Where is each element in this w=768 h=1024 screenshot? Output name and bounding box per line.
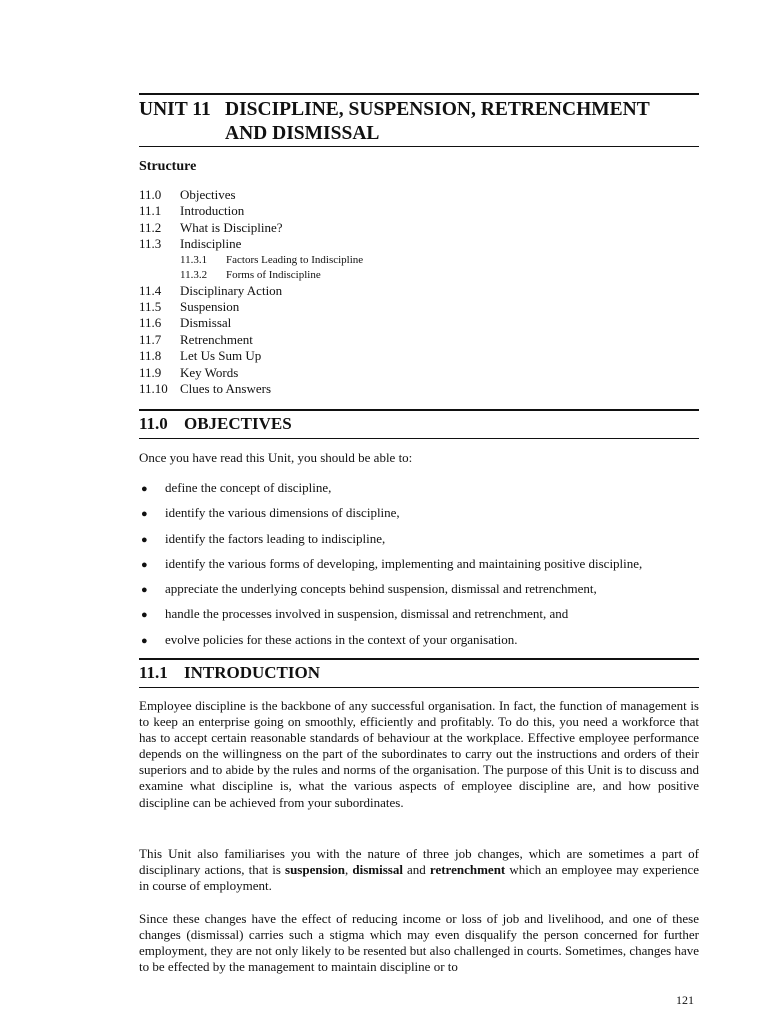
structure-item-number: 11.3.1	[180, 253, 208, 266]
bullet-icon: ●	[141, 483, 148, 495]
para2-text-a: This Unit also familiarises you with the nature of three job changes, which are sometimes a part of disciplinary actions, that is	[139, 846, 699, 878]
structure-item	[139, 315, 363, 331]
term-suspension: suspension	[285, 862, 345, 878]
unit-title-line1: DISCIPLINE, SUSPENSION, RETRENCHMENT	[225, 99, 650, 120]
objectives-top-rule	[139, 409, 699, 411]
objective-item	[139, 531, 699, 556]
structure-subitem	[139, 253, 363, 268]
objective-text: handle the processes involved in suspension, dismissal and retrenchment, and	[165, 606, 569, 622]
bullet-icon: ●	[141, 634, 148, 647]
objective-item	[139, 632, 699, 657]
structure-subitem	[139, 268, 363, 283]
introduction-paragraph-2	[139, 846, 699, 894]
objectives-list	[139, 480, 699, 657]
unit-title-line2: AND DISMISSAL	[225, 123, 380, 144]
structure-item	[139, 348, 363, 364]
title-bottom-rule	[139, 146, 699, 147]
term-dismissal: dismissal	[352, 862, 403, 878]
structure-item-number: 11.5	[139, 299, 162, 315]
objective-text: evolve policies for these actions in the context of your organisation.	[165, 631, 518, 647]
objectives-heading	[139, 414, 699, 434]
structure-item-number: 11.9	[139, 364, 162, 380]
structure-item-number: 11.7	[139, 331, 162, 347]
structure-item-label: Retrenchment	[180, 331, 253, 347]
objective-text: define the concept of discipline,	[165, 480, 332, 495]
bullet-icon: ●	[141, 609, 148, 622]
bullet-icon: ●	[141, 508, 148, 521]
objective-text: identify the various dimensions of discipline,	[165, 505, 400, 521]
objective-item	[139, 480, 699, 505]
structure-item-number: 11.2	[139, 219, 162, 235]
structure-item	[139, 365, 363, 381]
structure-item	[139, 220, 363, 236]
structure-item-number: 11.0	[139, 187, 162, 202]
structure-item-label: Clues to Answers	[180, 381, 271, 397]
structure-list	[139, 187, 363, 397]
structure-item	[139, 236, 363, 252]
para2-text-c: which an employee may experience in course of employment.	[139, 862, 699, 894]
introduction-title: INTRODUCTION	[184, 663, 321, 682]
structure-item-number: 11.1	[139, 203, 162, 219]
introduction-number: 11.1	[139, 663, 168, 682]
unit-title	[139, 98, 699, 146]
structure-item-number: 11.3	[139, 236, 162, 252]
objective-item	[139, 556, 699, 581]
bullet-icon: ●	[141, 558, 148, 571]
structure-item-number: 11.4	[139, 282, 162, 298]
structure-item	[139, 381, 363, 397]
structure-item-label: Objectives	[180, 187, 236, 202]
introduction-paragraph-3: Since these changes have the effect of reducing income or loss of job and livelihood, and one of these changes (dismissal) carries such a stigma which may even disqualify the person concerned for further employment, they are not only likely to be resented but also challenged in courts. Sometimes, changes have to be effected by the management to maintain discipline or to	[139, 911, 699, 975]
structure-item	[139, 203, 363, 219]
objectives-bottom-rule	[139, 438, 699, 439]
bullet-icon: ●	[141, 533, 148, 546]
structure-item	[139, 299, 363, 315]
objective-text: appreciate the underlying concepts behind suspension, dismissal and retrenchment,	[165, 581, 597, 597]
objective-item	[139, 581, 699, 606]
introduction-bottom-rule	[139, 687, 699, 688]
objective-text: identify the various forms of developing, implementing and maintaining positive discipline,	[165, 555, 643, 571]
structure-item-number: 11.3.2	[180, 268, 208, 281]
introduction-heading	[139, 663, 699, 683]
structure-item	[139, 283, 363, 299]
structure-item-label: Dismissal	[180, 315, 232, 331]
structure-heading: Structure	[139, 159, 197, 174]
para2-and: and	[402, 862, 430, 878]
structure-item-label: Let Us Sum Up	[180, 348, 262, 364]
introduction-top-rule	[139, 658, 699, 660]
structure-item-number: 11.8	[139, 348, 162, 364]
structure-item-label: Introduction	[180, 203, 245, 219]
objective-text: identify the factors leading to indiscipline,	[165, 530, 386, 546]
objective-item	[139, 606, 699, 631]
structure-item-label: Disciplinary Action	[180, 282, 283, 298]
structure-item-label: Key Words	[180, 364, 239, 380]
structure-item	[139, 187, 363, 203]
structure-item-label: Suspension	[180, 299, 240, 315]
structure-item-label: Indiscipline	[180, 236, 242, 252]
para2-sep: ,	[345, 862, 353, 878]
structure-item-label: Factors Leading to Indiscipline	[226, 253, 364, 266]
structure-item-number: 11.6	[139, 315, 162, 331]
term-retrenchment: retrenchment	[429, 862, 506, 878]
structure-item-number: 11.10	[139, 381, 168, 397]
page-number: 121	[676, 993, 694, 1007]
objectives-title: OBJECTIVES	[184, 414, 292, 433]
unit-number: UNIT 11	[139, 99, 211, 120]
title-top-rule	[139, 93, 699, 95]
bullet-icon: ●	[141, 584, 148, 597]
introduction-paragraph-1: Employee discipline is the backbone of any successful organisation. In fact, the function of management is to keep an enterprise going on smoothly, efficiently and profitably. To do this, you need a workforce that has to accept certain reasonable standards of behaviour at the workplace. Effective employee performance depends on the willingness on the part of the subordinates to carry out the instructions and orders of their superiors and to abide by the rules and norms of the organisation. The purpose of this Unit is to discuss and examine what discipline is, what the various aspects of employee discipline are, and how positive discipline can be achieved from your subordinates.	[139, 698, 699, 810]
objectives-number: 11.0	[139, 414, 168, 433]
structure-item	[139, 332, 363, 348]
objectives-intro: Once you have read this Unit, you should be able to:	[139, 450, 413, 465]
structure-item-label: Forms of Indiscipline	[226, 268, 321, 281]
structure-item-label: What is Discipline?	[180, 219, 283, 235]
objective-item	[139, 505, 699, 530]
